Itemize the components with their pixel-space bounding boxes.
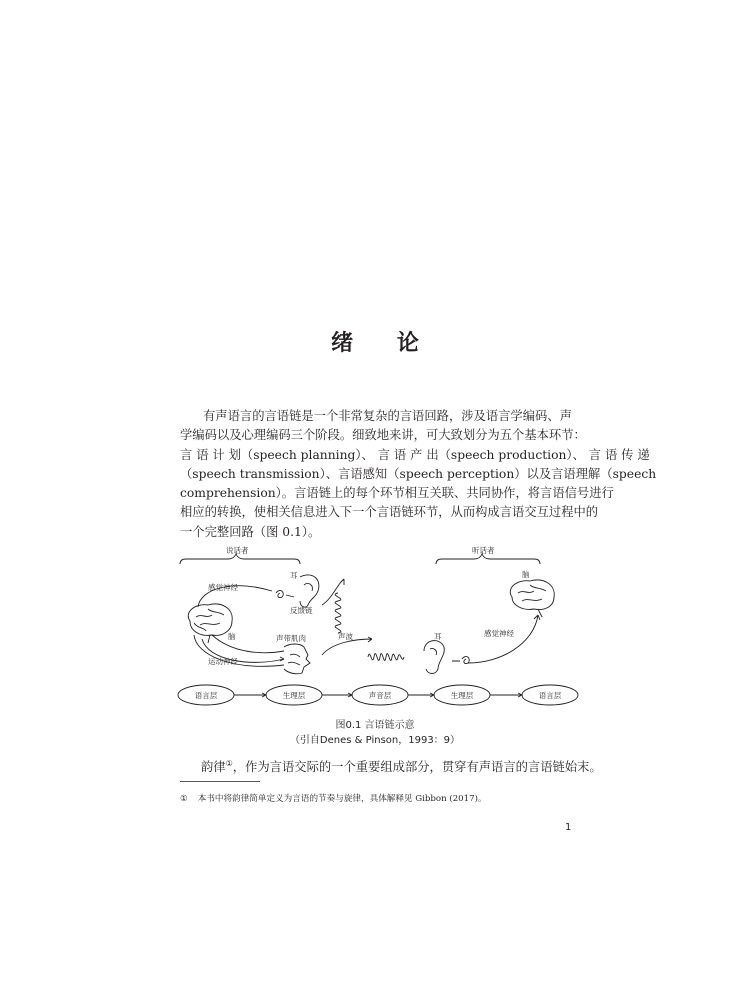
chapter-title: 绪 论 xyxy=(331,331,437,356)
prosody-text: ，作为言语交际的一个重要组成部分，贯穿有声语言的言语链始末。 xyxy=(232,760,602,775)
sensory-nerve-right-label: 感觉神经 xyxy=(484,629,514,638)
intro-line: 相应的转换，使相关信息进入下一个言语链环节，从而构成言语交互过程中的 xyxy=(180,505,599,520)
intro-line: 学编码以及心理编码三个阶段。细致地来讲，可大致划分为五个基本环节： xyxy=(180,428,586,443)
footnote xyxy=(180,792,487,804)
footnote-mark: ① xyxy=(180,794,188,804)
level-label: 生理层 xyxy=(450,691,474,700)
figure-caption: 图0.1 言语链示意 xyxy=(335,720,415,731)
sound-wave-label: 声波 xyxy=(338,632,353,641)
intro-line: 言 语 计 划（speech planning）、 言 语 产 出（speech production）、 言 语 传 递 xyxy=(180,447,650,462)
level-label: 生理层 xyxy=(282,691,306,700)
footnote-text: 本书中将韵律简单定义为言语的节奏与旋律，具体解释见 Gibbon (2017)。 xyxy=(197,794,487,804)
prosody-term: 韵律 xyxy=(201,760,226,775)
vocal-muscles-label: 声带肌肉 xyxy=(276,634,306,643)
intro-line: comprehension）。言语链上的每个环节相互关联、共同协作，将言语信号进行 xyxy=(180,486,614,501)
speaker-head-icon xyxy=(284,644,310,674)
level-arrow xyxy=(322,693,352,697)
speaker-label: 说话者 xyxy=(226,546,249,555)
level-label: 语言层 xyxy=(194,691,218,700)
feedback-link-label: 反馈链 xyxy=(290,606,313,615)
prosody-paragraph xyxy=(201,754,602,777)
level-arrow xyxy=(234,693,266,697)
footnote-divider xyxy=(180,781,260,782)
forward-wave-icon xyxy=(368,654,404,661)
motor-nerve-label: 运动神经 xyxy=(208,657,238,666)
speaker-brain-label: 脑 xyxy=(228,632,236,641)
speech-chain-figure xyxy=(172,543,582,721)
listener-ear-icon xyxy=(424,641,469,674)
listener-label: 听话者 xyxy=(472,546,495,555)
listener-bracket xyxy=(436,554,540,564)
sensory-nerve-left-label: 感觉神经 xyxy=(208,583,238,592)
intro-line: （speech transmission）、言语感知（speech perception）以及言语理解（speech xyxy=(180,466,657,481)
listener-brain-label: 脑 xyxy=(522,570,530,579)
listener-ear-label: 耳 xyxy=(434,632,442,641)
level-arrow xyxy=(490,693,522,697)
speaker-brain-icon xyxy=(188,604,232,643)
level-label: 声音层 xyxy=(368,691,392,700)
listener-nerve-path xyxy=(468,615,540,663)
feedback-wave-icon xyxy=(322,579,344,633)
speaker-bracket xyxy=(180,554,300,564)
speaker-ear-label: 耳 xyxy=(290,571,298,580)
listener-brain-icon xyxy=(510,580,554,617)
intro-paragraph xyxy=(180,407,657,542)
intro-line: 有声语言的言语链是一个非常复杂的言语回路，涉及语言学编码、声 xyxy=(203,409,572,423)
footnote-reference[interactable]: ① xyxy=(225,759,233,768)
level-row xyxy=(178,685,578,705)
page-number: 1 xyxy=(565,822,572,833)
level-arrow xyxy=(408,693,434,697)
level-label: 语言层 xyxy=(538,691,562,700)
figure-source: （引自Denes & Pinson，1993：9） xyxy=(289,735,461,746)
intro-line: 一个完整回路（图 0.1）。 xyxy=(180,524,321,539)
